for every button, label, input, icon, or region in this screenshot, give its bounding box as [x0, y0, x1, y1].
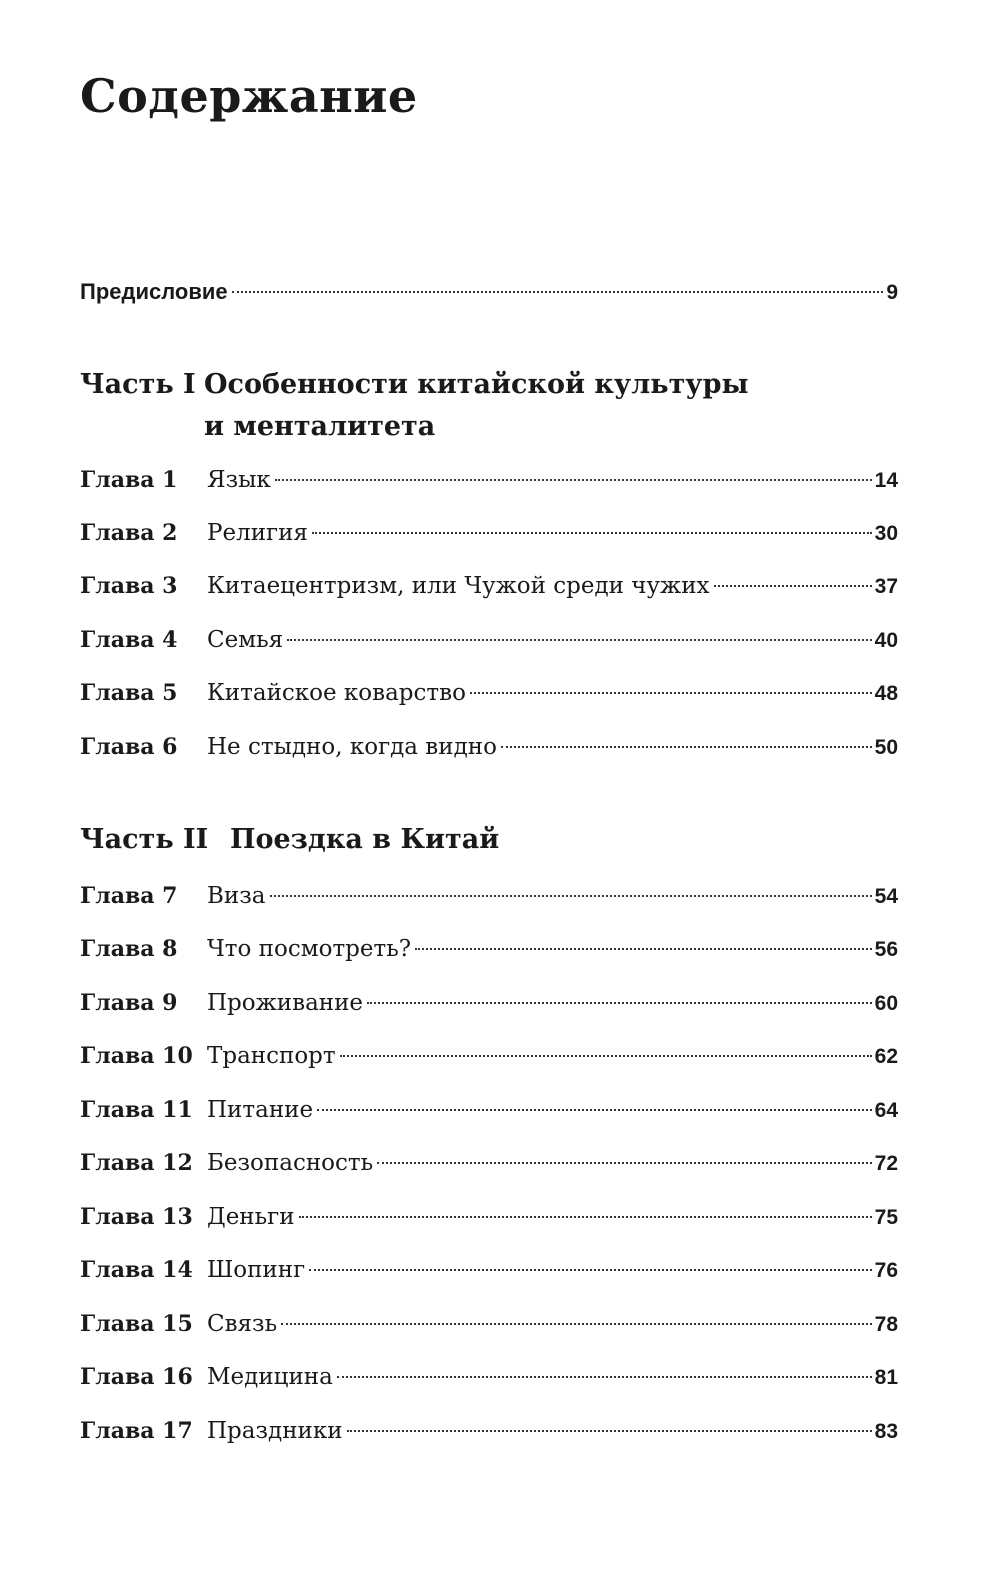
dot-leader — [377, 1162, 872, 1164]
page-number: 40 — [874, 629, 898, 652]
chapter-label: Глава 13 — [80, 1204, 193, 1230]
toc-entry-chapter[interactable] — [80, 568, 898, 604]
dot-leader — [340, 1055, 872, 1057]
toc-entry-chapter[interactable] — [80, 1092, 898, 1128]
page-number: 30 — [874, 522, 898, 545]
dot-leader — [714, 585, 872, 587]
chapter-title: Проживание — [207, 990, 364, 1016]
chapter-title: Не стыдно, когда видно — [207, 734, 497, 760]
chapter-title: Виза — [207, 883, 266, 909]
dot-leader — [270, 895, 872, 897]
toc-entry-chapter[interactable] — [80, 675, 898, 711]
chapter-title: Семья — [207, 627, 284, 653]
dot-leader — [501, 746, 872, 748]
chapter-title: Язык — [207, 467, 271, 493]
page-number: 9 — [886, 281, 898, 304]
toc-entry-chapter[interactable] — [80, 985, 898, 1021]
chapter-label: Глава 11 — [80, 1097, 193, 1123]
chapter-title: Безопасность — [207, 1150, 374, 1176]
chapter-title: Связь — [207, 1311, 278, 1337]
page-number: 37 — [874, 575, 898, 598]
chapter-label: Глава 9 — [80, 990, 178, 1016]
toc-entry-chapter[interactable] — [80, 622, 898, 658]
chapter-title: Шопинг — [207, 1257, 306, 1283]
page-number: 54 — [874, 885, 898, 908]
page-number: 75 — [874, 1206, 898, 1229]
chapter-title: Деньги — [207, 1204, 295, 1230]
chapter-label: Глава 8 — [80, 936, 178, 962]
toc-entry-chapter[interactable] — [80, 1038, 898, 1074]
toc-entry-chapter[interactable] — [80, 931, 898, 967]
chapter-label: Глава 5 — [80, 680, 178, 706]
page-title: Содержание — [80, 69, 418, 123]
page-number: 48 — [874, 682, 898, 705]
toc-entry-chapter[interactable] — [80, 1413, 898, 1449]
toc-entry-chapter[interactable] — [80, 1199, 898, 1235]
part-heading-1 — [80, 364, 749, 448]
dot-leader — [275, 479, 872, 481]
dot-leader — [415, 948, 872, 950]
chapter-label: Глава 4 — [80, 627, 178, 653]
part-title-continued: и менталитета — [204, 411, 436, 442]
page-number: 14 — [874, 469, 898, 492]
dot-leader — [337, 1376, 872, 1378]
part-heading-2 — [80, 819, 499, 861]
chapter-label: Глава 14 — [80, 1257, 193, 1283]
chapter-title: Китаецентризм, или Чужой среди чужих — [207, 573, 710, 599]
chapter-title: Транспорт — [207, 1043, 336, 1069]
chapter-label: Глава 17 — [80, 1418, 193, 1444]
dot-leader — [470, 692, 872, 694]
toc-entry-chapter[interactable] — [80, 729, 898, 765]
chapter-title: Что посмотреть? — [207, 936, 412, 962]
chapter-title: Китайское коварство — [207, 680, 466, 706]
dot-leader — [317, 1109, 872, 1111]
page-number: 81 — [874, 1366, 898, 1389]
chapter-label: Глава 10 — [80, 1043, 193, 1069]
toc-entry-chapter[interactable] — [80, 462, 898, 498]
dot-leader — [367, 1002, 872, 1004]
page-number: 60 — [874, 992, 898, 1015]
chapter-title: Праздники — [207, 1418, 343, 1444]
toc-entry-chapter[interactable] — [80, 1252, 898, 1288]
chapter-title: Питание — [207, 1097, 314, 1123]
chapter-label: Глава 16 — [80, 1364, 193, 1390]
page-number: 64 — [874, 1099, 898, 1122]
chapter-label: Глава 6 — [80, 734, 178, 760]
chapter-label: Глава 3 — [80, 573, 178, 599]
chapter-title: Религия — [207, 520, 308, 546]
chapter-label: Глава 15 — [80, 1311, 193, 1337]
toc-entry-chapter[interactable] — [80, 878, 898, 914]
toc-entry-chapter[interactable] — [80, 1306, 898, 1342]
dot-leader — [347, 1430, 872, 1432]
dot-leader — [281, 1323, 872, 1325]
chapter-title: Медицина — [207, 1364, 333, 1390]
page-number: 76 — [874, 1259, 898, 1282]
page-number: 72 — [874, 1152, 898, 1175]
part-title: Особенности китайской культуры — [204, 369, 749, 400]
entry-title: Предисловие — [80, 279, 228, 304]
page-number: 62 — [874, 1045, 898, 1068]
toc-entry-chapter[interactable] — [80, 1145, 898, 1181]
page-number: 83 — [874, 1420, 898, 1443]
toc-entry-chapter[interactable] — [80, 1359, 898, 1395]
dot-leader — [299, 1216, 872, 1218]
page-number: 78 — [874, 1313, 898, 1336]
chapter-label: Глава 7 — [80, 883, 178, 909]
part-label: Часть I — [80, 369, 196, 400]
page-number: 56 — [874, 938, 898, 961]
part-label: Часть II — [80, 824, 209, 855]
dot-leader — [232, 291, 884, 293]
chapter-label: Глава 2 — [80, 520, 178, 546]
chapter-label: Глава 12 — [80, 1150, 193, 1176]
toc-entry-preface[interactable] — [80, 274, 898, 310]
dot-leader — [287, 639, 872, 641]
page-number: 50 — [874, 736, 898, 759]
dot-leader — [309, 1269, 872, 1271]
chapter-label: Глава 1 — [80, 467, 178, 493]
part-title: Поездка в Китай — [230, 824, 500, 855]
toc-entry-chapter[interactable] — [80, 515, 898, 551]
dot-leader — [312, 532, 872, 534]
